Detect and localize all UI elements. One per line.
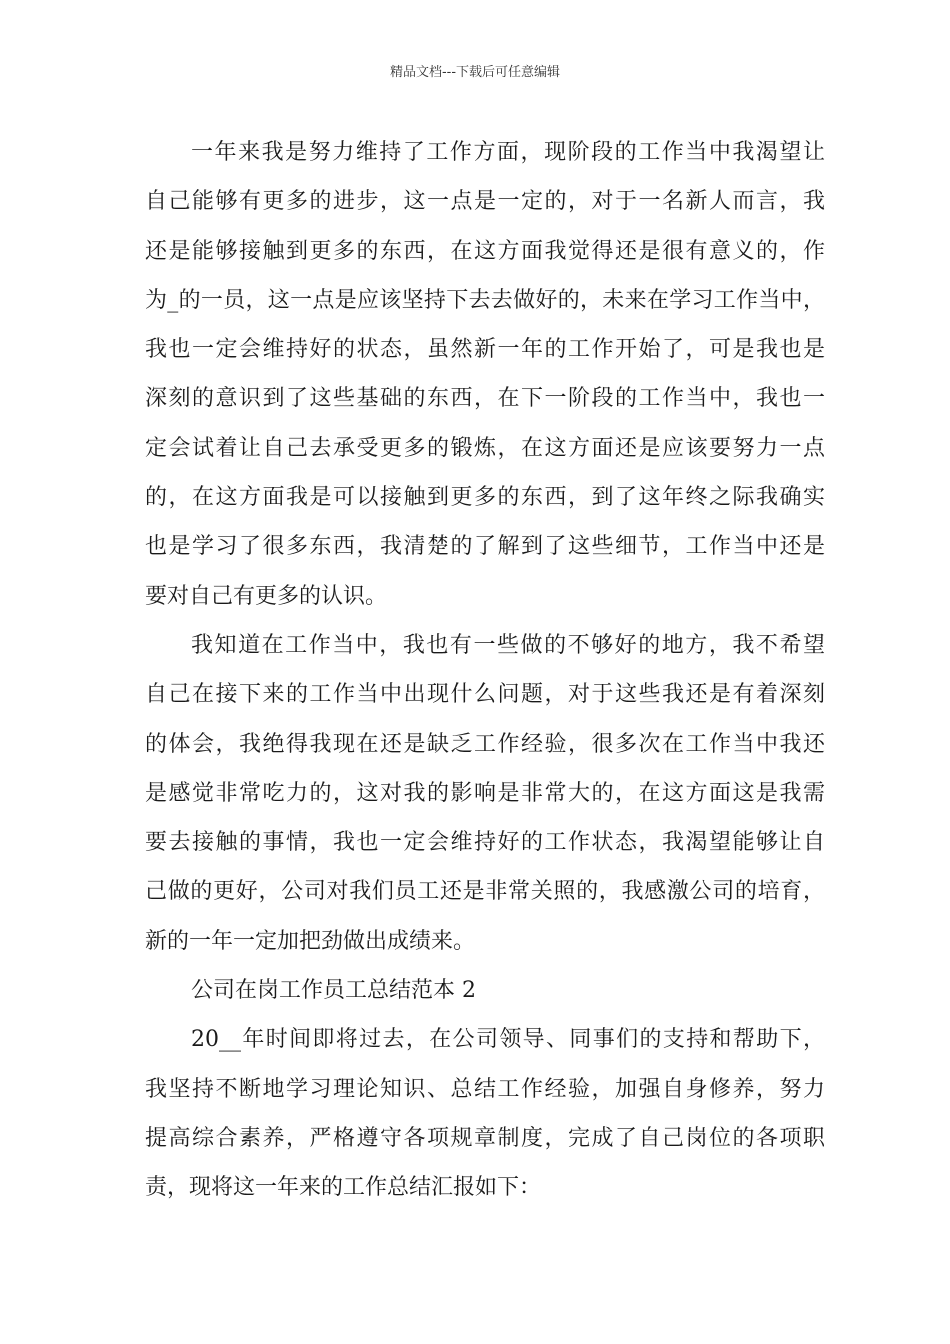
paragraph-1-line-5: 我也一定会维持好的状态，虽然新一年的工作开始了，可是我也是 [145, 337, 825, 363]
paragraph-1-line-1: 一年来我是努力维持了工作方面，现阶段的工作当中我渴望让 [191, 140, 825, 165]
paragraph-1-line-10: 要对自己有更多的认识。 [145, 583, 388, 609]
paragraph-1-line-7: 定会试着让自己去承受更多的锻炼，在这方面还是应该要努力一点 [145, 435, 825, 461]
paragraph-3-line-4: 责，现将这一年来的工作总结汇报如下： [145, 1175, 542, 1201]
paragraph-1-line-3: 还是能够接触到更多的东西，在这方面我觉得还是很有意义的，作 [145, 238, 825, 264]
paragraph-2-line-4: 是感觉非常吃力的，这对我的影响是非常大的，在这方面这是我需 [145, 780, 825, 806]
paragraph-2-line-7: 新的一年一定加把劲做出成绩来。 [145, 928, 476, 954]
page-header: 精品文档---下载后可任意编辑 [389, 65, 561, 80]
paragraph-2-line-1: 我知道在工作当中，我也有一些做的不够好的地方，我不希望 [191, 632, 825, 658]
paragraph-3-line-2: 我坚持不断地学习理论知识、总结工作经验，加强自身修养，努力 [145, 1076, 825, 1102]
section-heading: 公司在岗工作员工总结范本 2 [191, 978, 476, 1004]
paragraph-3-line-3: 提高综合素养，严格遵守各项规章制度，完成了自己岗位的各项职 [145, 1125, 825, 1151]
paragraph-2-line-3: 的体会，我绝得我现在还是缺乏工作经验，很多次在工作当中我还 [145, 731, 825, 757]
paragraph-2-line-2: 自己在接下来的工作当中出现什么问题，对于这些我还是有着深刻 [145, 682, 825, 708]
paragraph-3-line-1: 20__年时间即将过去，在公司领导、同事们的支持和帮助下， [191, 1027, 825, 1053]
paragraph-1-line-9: 也是学习了很多东西，我清楚的了解到了这些细节，工作当中还是 [145, 534, 825, 560]
document-body [145, 128, 825, 1213]
paragraph-1-line-8: 的，在这方面我是可以接触到更多的东西，到了这年终之际我确实 [145, 485, 825, 511]
paragraph-2-line-5: 要去接触的事情，我也一定会维持好的工作状态，我渴望能够让自 [145, 830, 825, 856]
paragraph-2-line-6: 己做的更好，公司对我们员工还是非常关照的，我感激公司的培育， [145, 879, 825, 905]
paragraph-1-line-2: 自己能够有更多的进步，这一点是一定的，对于一名新人而言，我 [145, 189, 825, 215]
paragraph-1-line-6: 深刻的意识到了这些基础的东西，在下一阶段的工作当中，我也一 [145, 386, 825, 412]
paragraph-1-line-4: 为_的一员，这一点是应该坚持下去去做好的，未来在学习工作当中， [145, 287, 825, 313]
